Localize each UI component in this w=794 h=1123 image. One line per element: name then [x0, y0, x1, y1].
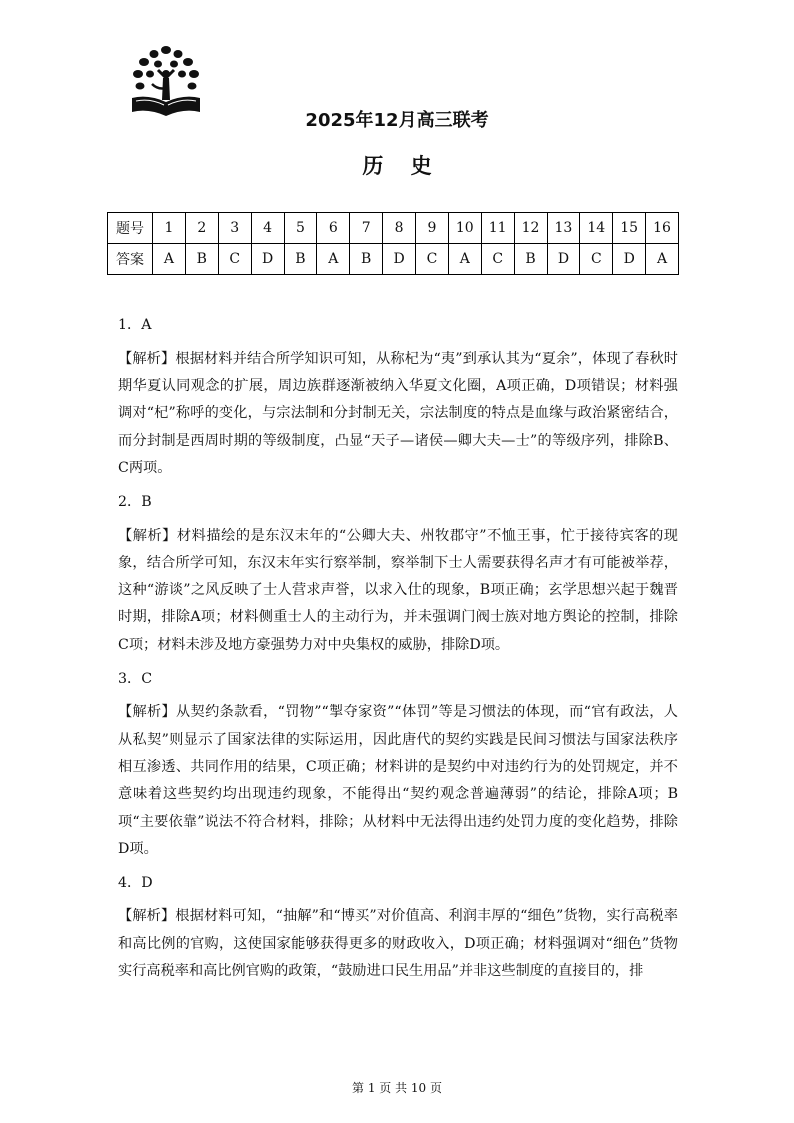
- answer-cell: B: [514, 244, 547, 275]
- question-number-row: [108, 213, 679, 244]
- question-number-cell: 3: [218, 213, 251, 244]
- answer-cell: C: [580, 244, 613, 275]
- explanations-section: [118, 312, 678, 992]
- answer-cell: D: [613, 244, 646, 275]
- question-1-explanation: 【解析】根据材料并结合所学知识可知，从称杞为“夷”到承认其为“夏余”，体现了春秋时期华夏认同观念的扩展，周边族群逐渐被纳入华夏文化圈，A项正确，D项错误；材料强调对“杞”称呼的变化，与宗法制和分封制无关，宗法制度的特点是血缘与政治紧密结合，而分封制是西周时期的等级制度，凸显“天子—诸侯—卿大夫—士”的等级序列，排除B、C两项。: [118, 350, 678, 476]
- question-number-cell: 4: [251, 213, 284, 244]
- question-number-cell: 14: [580, 213, 613, 244]
- answer-row: [108, 244, 679, 275]
- answer-cell: B: [284, 244, 317, 275]
- question-number-cell: 10: [448, 213, 481, 244]
- question-number-cell: 13: [547, 213, 580, 244]
- answer-cell: C: [481, 244, 514, 275]
- question-number-cell: 6: [317, 213, 350, 244]
- question-number-cell: 1: [153, 213, 186, 244]
- question-1-answer: 1．A: [118, 317, 152, 333]
- question-number-cell: 9: [416, 213, 449, 244]
- answer-cell: A: [646, 244, 679, 275]
- row-label-answer: 答案: [108, 244, 153, 275]
- question-number-cell: 16: [646, 213, 679, 244]
- question-number-cell: 8: [383, 213, 416, 244]
- answer-cell: C: [218, 244, 251, 275]
- answer-cell: D: [547, 244, 580, 275]
- question-number-cell: 2: [185, 213, 218, 244]
- exam-title: 2025年12月高三联考: [305, 110, 489, 131]
- row-label-question-number: 题号: [108, 213, 153, 244]
- question-number-cell: 11: [481, 213, 514, 244]
- question-number-cell: 15: [613, 213, 646, 244]
- question-4-answer: 4．D: [118, 874, 153, 891]
- answer-cell: D: [251, 244, 284, 275]
- answer-key-table: [107, 212, 679, 275]
- question-2-explanation: 【解析】材料描绘的是东汉末年的“公卿大夫、州牧郡守”不恤王事，忙于接待宾客的现象，结合所学可知，东汉末年实行察举制，察举制下士人需要获得名声才有可能被举荐，这种“游谈”之风反映了士人营求声誉，以求入仕的现象，B项正确；玄学思想兴起于魏晋时期，排除A项；材料侧重士人的主动行为，并未强调门阀士族对地方舆论的控制，排除C项；材料未涉及地方豪强势力对中央集权的威胁，排除D项。: [118, 527, 678, 653]
- question-number-cell: 12: [514, 213, 547, 244]
- answer-cell: A: [448, 244, 481, 275]
- subject-title: 历 史: [362, 154, 442, 178]
- question-number-cell: 7: [350, 213, 383, 244]
- page-footer: 第 1 页 共 10 页: [352, 1081, 442, 1095]
- question-3-answer: 3．C: [118, 670, 153, 687]
- question-2-answer: 2．B: [118, 493, 152, 510]
- question-number-cell: 5: [284, 213, 317, 244]
- answer-cell: B: [350, 244, 383, 275]
- answer-cell: C: [416, 244, 449, 275]
- answer-cell: D: [383, 244, 416, 275]
- answer-cell: A: [153, 244, 186, 275]
- question-3-explanation: 【解析】从契约条款看，“罚物”“掣夺家资”“体罚”等是习惯法的体现，而“官有政法，人从私契”则显示了国家法律的实际运用，因此唐代的契约实践是民间习惯法与国家法秩序相互渗透、共同作用的结果，C项正确；材料讲的是契约中对违约行为的处罚规定，并不意味着这些契约均出现违约现象，不能得出“契约观念普遍薄弱”的结论，排除A项；B项“主要依靠”说法不符合材料，排除；从材料中无法得出违约处罚力度的变化趋势，排除D项。: [118, 704, 678, 857]
- answer-cell: A: [317, 244, 350, 275]
- question-4-explanation: 【解析】根据材料可知，“抽解”和“博买”对价值高、利润丰厚的“细色”货物，实行高税率和高比例的官购，这使国家能够获得更多的财政收入，D项正确；材料强调对“细色”货物实行高税率和高比例官购的政策，“鼓励进口民生用品”并非这些制度的直接目的，排: [118, 908, 678, 980]
- answer-cell: B: [185, 244, 218, 275]
